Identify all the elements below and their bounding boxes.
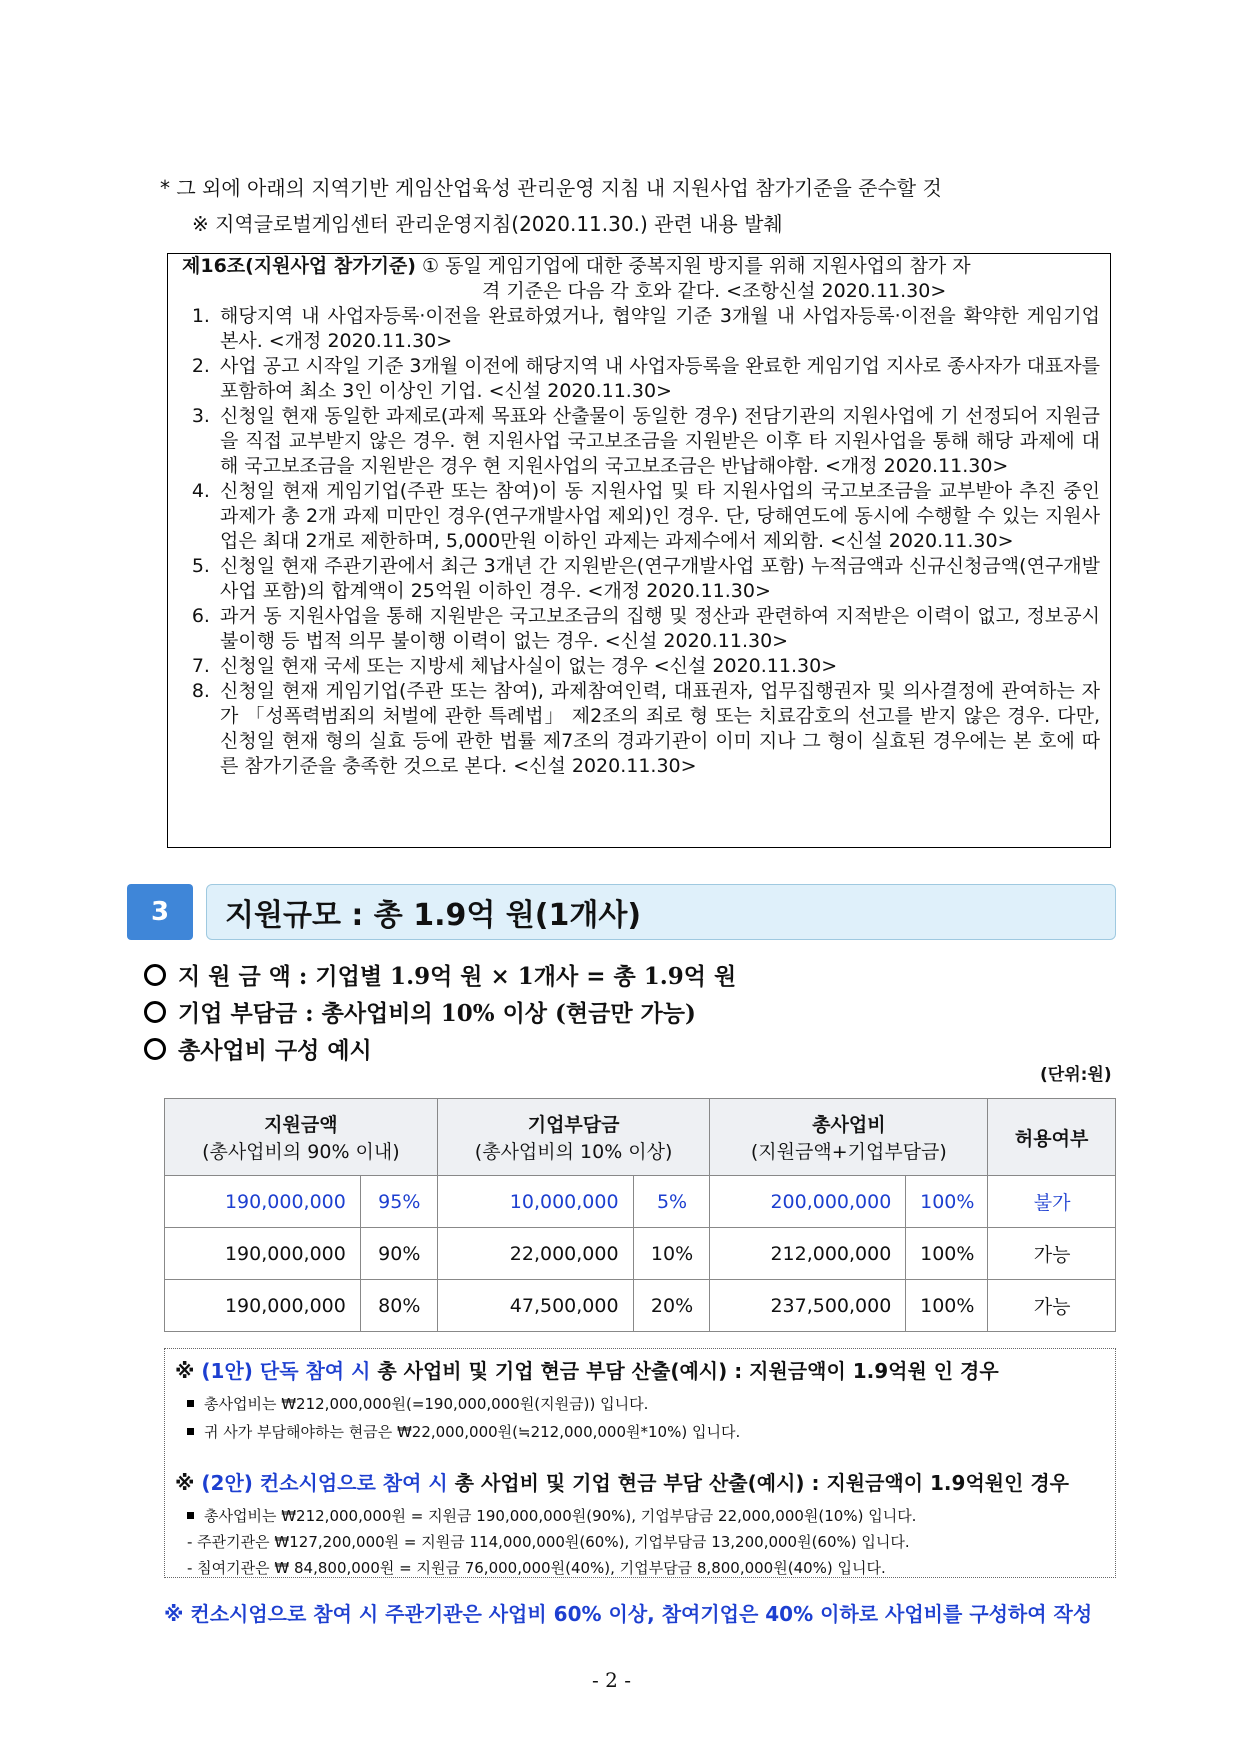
- circle-bullet-icon: [144, 1038, 166, 1060]
- bullet-text: 기업 부담금 : 총사업비의 10% 이상 (현금만 가능): [178, 1000, 696, 1027]
- cell: 가능: [988, 1280, 1116, 1332]
- bullet-text: 지 원 금 액 : 기업별 1.9억 원 × 1개사 = 총 1.9억 원: [178, 963, 737, 990]
- cell: 10%: [633, 1228, 710, 1280]
- page-number: - 2 -: [592, 1668, 631, 1692]
- rule-item: 2. 사업 공고 시작일 기준 3개월 이전에 해당지역 내 사업자등록을 완료한 게임기업 지사로 종사자가 대표자를 포함하여 최소 3인 이상인 기업. <신설 2020.11.30>: [216, 354, 1100, 404]
- cell: 10,000,000: [437, 1176, 633, 1228]
- rule-item: 3. 신청일 현재 동일한 과제로(과제 목표와 산출물이 동일한 경우) 전담기관의 지원사업에 기 선정되어 지원금을 직접 교부받지 않은 경우. 현 지원사업 국고보조금을 지원받은 이후 타 지원사업을 통해 해당 과제에 대해 국고보조금을 지원받은 경우 현 지원사업의 국고보조금은 반납해야함. <개정 2020.11.30>: [216, 404, 1100, 479]
- bullet-budget-example: [144, 1032, 372, 1065]
- note-option-1-line-1: 총사업비는 ₩212,000,000원(=190,000,000원(지원금)) 입니다.: [187, 1393, 648, 1414]
- section-title: 지원규모 : 총 1.9억 원(1개사): [206, 884, 1116, 940]
- note-option-2-line-1: 총사업비는 ₩212,000,000원 = 지원금 190,000,000원(90%), 기업부담금 22,000,000원(10%) 입니다.: [187, 1505, 916, 1526]
- cell: 불가: [988, 1176, 1116, 1228]
- cell: 가능: [988, 1228, 1116, 1280]
- rule-item: 4. 신청일 현재 게임기업(주관 또는 참여)이 동 지원사업 및 타 지원사업의 국고보조금을 교부받아 추진 중인 과제가 총 2개 과제 미만인 경우(연구개발사업 제외)인 경우. 단, 당해연도에 동시에 수행할 수 있는 지원사업은 최대 2개로 제한하며, 5,000만원 이하인 과제는 과제수에서 제외함. <신설 2020.11.30>: [216, 479, 1100, 554]
- rule-item: 1. 해당지역 내 사업자등록·이전을 완료하였거나, 협약일 기준 3개월 내 사업자등록·이전을 확약한 게임기업 본사. <개정 2020.11.30>: [216, 304, 1100, 354]
- circle-bullet-icon: [144, 1001, 166, 1023]
- cell: 5%: [633, 1176, 710, 1228]
- cell: 100%: [906, 1228, 988, 1280]
- cell: 80%: [360, 1280, 437, 1332]
- note-option-2-line-2: - 주관기관은 ₩127,200,000원 = 지원금 114,000,000원(60%), 기업부담금 13,200,000원(60%) 입니다.: [187, 1533, 910, 1551]
- intro-line-1: * 그 외에 아래의 지역기반 게임산업육성 관리운영 지침 내 지원사업 참가기준을 준수할 것: [160, 176, 942, 200]
- calculation-note-box: [164, 1348, 1116, 1578]
- rule-heading: [182, 254, 1100, 304]
- budget-table: [164, 1098, 1116, 1332]
- note-option-1-line-2: 귀 사가 부담해야하는 현금은 ₩22,000,000원(≒212,000,000원*10%) 입니다.: [187, 1421, 740, 1442]
- note-option-2-heading: ※ (2안) 컨소시엄으로 참여 시 총 사업비 및 기업 현금 부담 산출(예시) : 지원금액이 1.9억원인 경우: [175, 1471, 1070, 1495]
- rule-list: [182, 304, 1100, 779]
- cell: 100%: [906, 1176, 988, 1228]
- consortium-note: ※ 컨소시엄으로 참여 시 주관기관은 사업비 60% 이상, 참여기업은 40% 이하로 사업비를 구성하여 작성: [164, 1602, 1093, 1626]
- bullet-support-amount: [144, 958, 736, 991]
- rule-lead-a: ① 동일 게임기업에 대한 중복지원 방지를 위해 지원사업의 참가 자: [415, 255, 971, 277]
- cell: 200,000,000: [710, 1176, 906, 1228]
- header-allowed: 허용여부: [988, 1099, 1116, 1176]
- rule-box: [167, 253, 1111, 848]
- table-row: [165, 1176, 1116, 1228]
- cell: 20%: [633, 1280, 710, 1332]
- cell: 100%: [906, 1280, 988, 1332]
- header-support: 지원금액 (총사업비의 90% 이내): [165, 1099, 438, 1176]
- unit-label: (단위:원): [1040, 1065, 1112, 1085]
- header-total: 총사업비 (지원금액+기업부담금): [710, 1099, 988, 1176]
- rule-title: 제16조(지원사업 참가기준): [182, 255, 416, 277]
- note-option-1-heading: ※ (1안) 단독 참여 시 총 사업비 및 기업 현금 부담 산출(예시) : 지원금액이 1.9억원 인 경우: [175, 1359, 999, 1383]
- bullet-company-share: [144, 995, 696, 1028]
- intro-line-2: ※ 지역글로벌게임센터 관리운영지침(2020.11.30.) 관련 내용 발췌: [192, 212, 783, 236]
- cell: 212,000,000: [710, 1228, 906, 1280]
- rule-item: 8. 신청일 현재 게임기업(주관 또는 참여), 과제참여인력, 대표권자, 업무집행권자 및 의사결정에 관여하는 자가 「성폭력범죄의 처벌에 관한 특례법」 제2조의 죄로 형 또는 치료감호의 선고를 받지 않은 경우. 다만, 신청일 현재 형의 실효 등에 관한 법률 제7조의 경과기관이 이미 지나 그 형이 실효된 경우에는 본 호에 따른 참가기준을 충족한 것으로 본다. <신설 2020.11.30>: [216, 679, 1100, 779]
- note-option-2-line-3: - 침여기관은 ₩ 84,800,000원 = 지원금 76,000,000원(40%), 기업부담금 8,800,000원(40%) 입니다.: [187, 1559, 886, 1577]
- cell: 237,500,000: [710, 1280, 906, 1332]
- cell: 190,000,000: [165, 1280, 361, 1332]
- table-header-row: [165, 1099, 1116, 1176]
- cell: 190,000,000: [165, 1228, 361, 1280]
- circle-bullet-icon: [144, 964, 166, 986]
- rule-lead-b: 격 기준은 다음 각 호와 같다. <조항신설 2020.11.30>: [482, 280, 947, 302]
- cell: 95%: [360, 1176, 437, 1228]
- cell: 47,500,000: [437, 1280, 633, 1332]
- cell: 22,000,000: [437, 1228, 633, 1280]
- section-number: 3: [127, 884, 193, 940]
- rule-item: 7. 신청일 현재 국세 또는 지방세 체납사실이 없는 경우 <신설 2020.11.30>: [216, 654, 1100, 679]
- table-row: [165, 1280, 1116, 1332]
- cell: 190,000,000: [165, 1176, 361, 1228]
- table-row: [165, 1228, 1116, 1280]
- header-company-share: 기업부담금 (총사업비의 10% 이상): [437, 1099, 710, 1176]
- rule-item: 6. 과거 동 지원사업을 통해 지원받은 국고보조금의 집행 및 정산과 관련하여 지적받은 이력이 없고, 정보공시 불이행 등 법적 의무 불이행 이력이 없는 경우. <신설 2020.11.30>: [216, 604, 1100, 654]
- rule-item: 5. 신청일 현재 주관기관에서 최근 3개년 간 지원받은(연구개발사업 포함) 누적금액과 신규신청금액(연구개발사업 포함)의 합계액이 25억원 이하인 경우. <개정 2020.11.30>: [216, 554, 1100, 604]
- bullet-text: 총사업비 구성 예시: [178, 1037, 372, 1064]
- cell: 90%: [360, 1228, 437, 1280]
